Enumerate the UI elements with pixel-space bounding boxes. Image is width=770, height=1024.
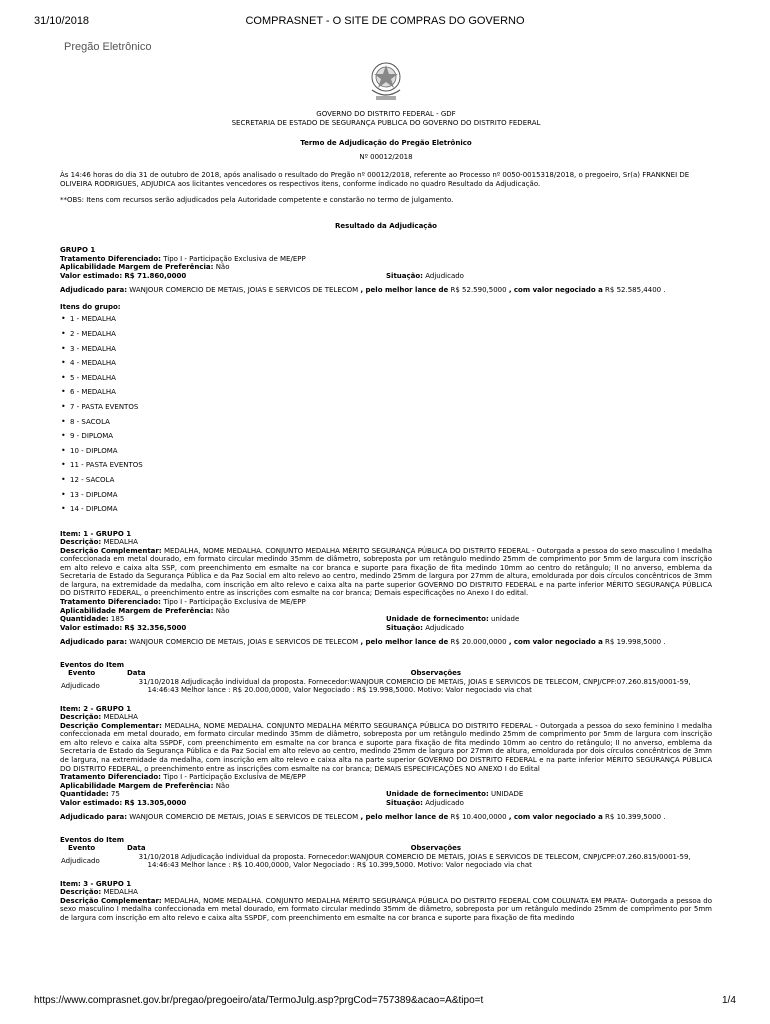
label: Tratamento Diferenciado: [60,598,161,606]
label: Tratamento Diferenciado: [60,773,161,782]
list-item: • 9 - DIPLOMA [61,431,114,441]
page-number: 1/4 [722,995,736,1006]
label: Adjudicado para: [60,286,128,295]
list-item: • 14 - DIPLOMA [61,504,118,514]
site-title: COMPRASNET - O SITE DE COMPRAS DO GOVERNO [245,15,525,27]
list-item: • 3 - MEDALHA [61,343,116,353]
events-heading: Eventos do Item [60,660,125,669]
label: Quantidade: [60,615,109,624]
label: , com valor negociado a [508,286,603,295]
group-items-list [60,315,712,519]
table-cell: Adjudicação individual da proposta. Fornecedor:WANJOUR COMERCIO DE METAIS, JOIAS E SERVICOS DE TELECOM, CNPJ/CPF:07.260.815/0001-59, [181,677,691,686]
label: , com valor negociado a [508,813,603,822]
label: , pelo melhor lance de [360,286,449,295]
item-situacao: Adjudicado [425,798,464,807]
table-cell: 31/10/2018 [138,677,179,686]
label: Unidade de fornecimento: [386,790,489,799]
group-adjudicado: WANJOUR COMERCIO DE METAIS, JOIAS E SERVICOS DE TELECOM [129,286,359,295]
item-tratamento: Tipo I - Participação Exclusiva de ME/EPP [163,598,306,606]
item-unidade: unidade [491,615,520,624]
label: Adjudicado para: [60,638,128,647]
label: Situação: [386,798,423,807]
org-line-2: SECRETARIA DE ESTADO DE SEGURANÇA PUBLICA DO GOVERNO DO DISTRITO FEDERAL [231,118,541,127]
item-descricao: MEDALHA [103,538,138,547]
table-cell: Adjudicação individual da proposta. Fornecedor:WANJOUR COMERCIO DE METAIS, JOIAS E SERVICOS DE TELECOM, CNPJ/CPF:07.260.815/0001-59, [181,852,691,861]
item-valor-negociado: R$ 10.399,5000 . [605,813,666,822]
item-adjudicado: WANJOUR COMERCIO DE METAIS, JOIAS E SERVICOS DE TELECOM [129,638,359,647]
item-tratamento: Tipo I - Participação Exclusiva de ME/EPP [163,773,306,782]
col-header: Data [127,844,146,853]
item-title: Item: 2 - GRUPO 1 [60,704,132,713]
label: Unidade de fornecimento: [386,615,489,624]
page-url: https://www.comprasnet.gov.br/pregao/pregoeiro/ata/TermoJulg.asp?prgCod=757389&acao=A&tipo=t [34,995,484,1006]
item-margem: Não [215,781,230,790]
label: Descrição: [60,888,102,897]
item-melhor-lance: R$ 10.400,0000 [450,813,507,822]
item-2-section [60,705,712,870]
label: Tratamento Diferenciado: [60,254,161,263]
list-item: • 8 - SACOLA [61,416,110,426]
col-header: Evento [68,669,96,678]
label: Situação: [386,623,423,632]
item-valor-negociado: R$ 19.998,5000 . [605,638,666,647]
group-valor-estimado: R$ 71.860,0000 [124,271,187,280]
obs-text: **OBS: Itens com recursos serão adjudicados pela Autoridade competente e constarão no termo de julgamento. [60,196,454,205]
item-valor-estimado: R$ 13.305,0000 [124,798,187,807]
list-item: • 6 - MEDALHA [61,387,116,397]
item-title: Item: 3 - GRUPO 1 [60,879,132,888]
doc-number: Nº 00012/2018 [359,152,413,161]
group-melhor-lance: R$ 52.590,5000 [450,286,507,295]
list-item: • 7 - PASTA EVENTOS [61,402,139,411]
org-line-1: GOVERNO DO DISTRITO FEDERAL - GDF [316,110,456,118]
group-valor-negociado: R$ 52.585,4400 . [605,286,666,295]
item-valor-estimado: R$ 32.356,5000 [124,623,187,632]
item-unidade: UNIDADE [491,790,524,799]
item-situacao: Adjudicado [425,623,464,632]
group-section [60,246,712,520]
document-body [60,60,712,922]
label: Adjudicado para: [60,813,128,822]
label: Descrição Complementar: [60,546,162,555]
intro-text: Às 14:46 horas do dia 31 de outubro de 2018, após analisado o resultado do Pregão nº 00012/2018, referente ao Processo nº 0050-0015318/2018, o pregoeiro, Sr(a) FRANKNEI DE OLIVEIRA RODRIGUES, ADJUDICA aos licitantes vencedores os respectivos itens, conforme indicado no quadro Resultado da Adjudicação. [60,171,690,188]
col-header: Observações [410,844,462,853]
table-cell: 14:46:43 [147,686,179,695]
col-header: Data [127,669,146,678]
table-row [60,678,692,695]
label: Aplicabilidade Margem de Preferência: [60,606,214,615]
item-quantidade: 75 [110,790,120,799]
item-melhor-lance: R$ 20.000,0000 [450,638,507,647]
group-tratamento: Tipo I - Participação Exclusiva de ME/EPP [163,254,306,263]
table-cell: Melhor lance : R$ 20.000,0000, Valor Negociado : R$ 19.998,5000. Motivo: Valor negociado via chat [181,686,532,695]
item-descricao: MEDALHA [103,713,138,722]
list-item: • 1 - MEDALHA [61,314,116,324]
label: Valor estimado: [60,623,123,632]
events-heading: Eventos do Item [60,835,125,844]
result-title: Resultado da Adjudicação [335,221,437,230]
item-quantidade: 185 [110,615,125,624]
list-item: • 10 - DIPLOMA [61,445,118,455]
label: Valor estimado: [60,798,123,807]
events-table [60,669,692,695]
item-descricao: MEDALHA [103,888,138,897]
list-item: • 2 - MEDALHA [61,329,116,339]
table-cell: Adjudicado [61,681,100,690]
label: Descrição Complementar: [60,896,162,905]
group-title: GRUPO 1 [60,246,96,255]
item-descricao-comp: MEDALHA, NOME MEDALHA. CONJUNTO MEDALHA MÉRITO SEGURANÇA PÚBLICA DO DISTRITO FEDERAL - Outorgada a pessoa do sexo masculino I medalha confeccionada em metal dourado, em formato circular medindo 35mm de diâmetro, sobreposta por um retângulo medindo 25mm de comprimento por 5mm de largura com inscrição em alto relevo e caixa alta SSP, com preenchimento em esmalte na cor branca e suporte para fixação de fita medindo 10mm ao centro do retângulo; II no anverso, emblema da Secretaria de Estado da Segurança Pública e da Paz Social em alto relevo ao centro, medindo 25mm de largura por 27mm de altura, emoldurada por dois círculos concêntricos de 3mm de largura, na extremidade da medalha, com inscrição em alto relevo e caixa alta na parte superior GOVERNO DO DISTRITO FEDERAL e na parte inferior MÉRITO SEGURANÇA PÚBLICA DO DISTRITO FEDERAL, o preenchimento entre as inscrições com esmalte na cor branca; Demais especificações no Anexo I do edital. [60,546,712,598]
label: Descrição Complementar: [60,721,162,730]
events-table [60,844,692,870]
label: Quantidade: [60,790,109,799]
doc-title: Termo de Adjudicação do Pregão Eletrônico [300,139,472,148]
label: , com valor negociado a [508,638,603,647]
item-descricao-comp: MEDALHA, NOME MEDALHA. CONJUNTO MEDALHA MÉRITO SEGURANÇA PÚBLICA DO DISTRITO FEDERAL - Outorgada a pessoa do sexo feminino I medalha confeccionada em metal dourado, em formato circular medindo 35mm de diâmetro, sobreposta por um retângulo medindo 25mm de comprimento por 5mm de largura com inscrição em alto relevo e caixa alta SSPDF, com preenchimento em esmalte na cor branca e suporte para fixação de fita medindo 10mm ao centro do retângulo; II no anverso, emblema da Secretaria de Estado da Segurança Pública e da Paz Social em alto relevo ao centro, medindo 25mm de largura por 27mm de altura, emoldurada por dois círculos concêntricos de 3mm de largura, na extremidade da medalha, com inscrição em alto relevo e caixa alta na parte superior GOVERNO DO DISTRITO FEDERAL e na parte inferior MÉRITO SEGURANÇA PÚBLICA DO DISTRITO FEDERAL, o preenchimento entre as inscrições com esmalte na cor branca; DEMAIS ESPECIFICAÇÕES NO ANEXO I do Edital [60,721,713,773]
item-1-section [60,530,712,695]
label: , pelo melhor lance de [360,813,449,822]
label: Descrição: [60,538,102,547]
col-header: Evento [68,844,96,853]
table-cell: 31/10/2018 [138,852,179,861]
table-cell: Adjudicado [61,857,100,866]
list-item: • 13 - DIPLOMA [61,489,118,499]
print-date: 31/10/2018 [34,15,90,27]
label: Situação: [386,271,423,280]
table-cell: 14:46:43 [147,861,179,870]
item-adjudicado: WANJOUR COMERCIO DE METAIS, JOIAS E SERVICOS DE TELECOM [129,813,359,822]
item-margem: Não [215,606,230,615]
label: Descrição: [60,713,102,722]
list-item: • 12 - SACOLA [61,474,115,484]
label: Aplicabilidade Margem de Preferência: [60,781,214,790]
item-descricao-comp: MEDALHA, NOME MEDALHA. CONJUNTO MEDALHA MÉRITO SEGURANÇA PÚBLICA DO DISTRITO FEDERAL COM COLUNATA EM PRATA- Outorgada a pessoa do sexo masculino I medalha confeccionada em metal dourado, em formato circular medindo 35mm de diâmetro, sobreposta por um retângulo medindo 25mm de comprimento por 5mm de largura com inscrição em alto relevo e caixa alta SSPDF, com preenchimento em esmalte na cor branca e suporte para fixação de fita medindo [60,896,713,922]
table-cell: Melhor lance : R$ 10.400,0000, Valor Negociado : R$ 10.399,5000. Motivo: Valor negociado via chat [181,861,532,870]
col-header: Observações [410,669,462,678]
group-situacao: Adjudicado [425,271,464,280]
table-row [60,853,692,870]
coat-of-arms-icon [366,60,406,104]
group-margem: Não [215,263,230,272]
label: Aplicabilidade Margem de Preferência: [60,263,214,272]
item-title: Item: 1 - GRUPO 1 [60,529,132,538]
label: , pelo melhor lance de [360,638,449,647]
label: Valor estimado: [60,271,123,280]
items-heading: Itens do grupo: [60,302,121,311]
app-title: Pregão Eletrônico [64,41,152,53]
list-item: • 4 - MEDALHA [61,358,116,368]
item-3-section [60,880,712,923]
list-item: • 11 - PASTA EVENTOS [61,460,143,470]
list-item: • 5 - MEDALHA [61,372,116,382]
